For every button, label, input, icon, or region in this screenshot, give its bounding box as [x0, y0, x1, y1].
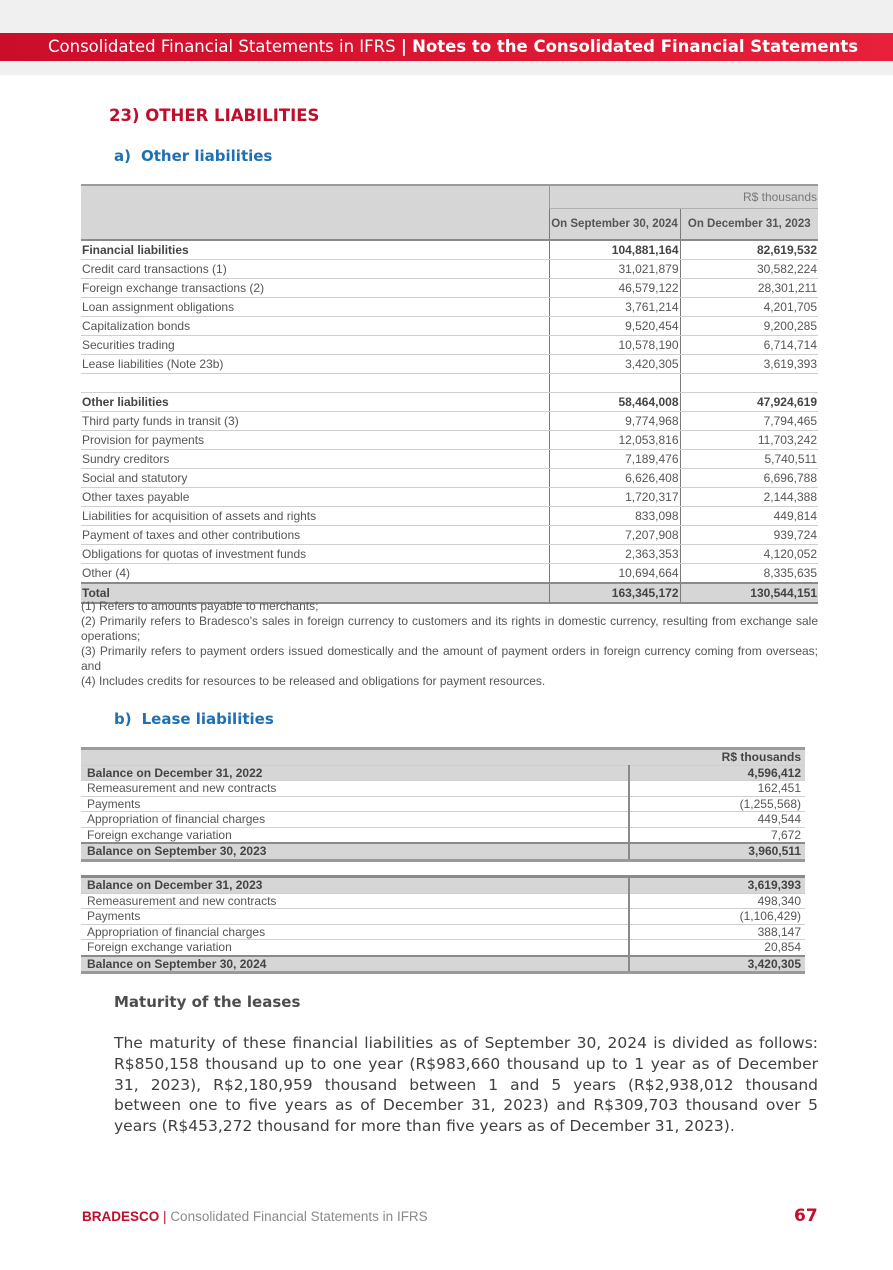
- footnote-3: (3) Primarily refers to payment orders issued domestically and the amount of payment orders in foreign currency coming from overseas; and: [81, 644, 818, 673]
- maturity-heading: Maturity of the leases: [114, 993, 301, 1011]
- subsection-a-title: Other liabilities: [140, 147, 273, 165]
- table-row: Foreign exchange variation 7,672: [81, 827, 805, 843]
- header-right: Notes to the Consolidated Financial Statements: [412, 37, 859, 56]
- table1-col-dec-2023: On December 31, 2023: [680, 209, 818, 241]
- other-liabilities-table: [81, 184, 818, 604]
- table-row: Provision for payments 12,053,816 11,703,242: [81, 431, 818, 450]
- lease-liabilities-table-2024: [81, 875, 805, 974]
- table-row: Remeasurement and new contracts 498,340: [81, 893, 805, 909]
- table-row: Other taxes payable 1,720,317 2,144,388: [81, 488, 818, 507]
- footer-brand: BRADESCO: [82, 1209, 160, 1224]
- table-row: Balance on December 31, 2022 4,596,412: [81, 765, 805, 781]
- table-row: Capitalization bonds 9,520,454 9,200,285: [81, 317, 818, 336]
- table-row: Loan assignment obligations 3,761,214 4,201,705: [81, 298, 818, 317]
- table-row: Balance on December 31, 2023 3,619,393: [81, 877, 805, 894]
- page-footer: [82, 1209, 428, 1224]
- header-left: Consolidated Financial Statements in IFRS: [48, 37, 396, 56]
- table-row: Appropriation of financial charges 388,147: [81, 924, 805, 940]
- header-banner: [0, 33, 893, 61]
- table-row: Credit card transactions (1) 31,021,879 30,582,224: [81, 260, 818, 279]
- table-row: Social and statutory 6,626,408 6,696,788: [81, 469, 818, 488]
- maturity-paragraph: The maturity of these financial liabilities as of September 30, 2024 is divided as follows: R$850,158 thousand up to one year (R$983,660 thousand up to 1 year as of December 31, 2023), R$2,180,959 thousand between 1 and 5 years (R$2,938,012 thousand between one to five years as of December 31, 2023) and R$309,703 thousand over 5 years (R$453,272 thousand for more than five years as of December 31, 2023).: [114, 1034, 818, 1136]
- table-row: Liabilities for acquisition of assets and rights 833,098 449,814: [81, 507, 818, 526]
- table-spacer-row: [81, 374, 818, 393]
- subsection-a-letter: a): [114, 147, 131, 165]
- table-row: Lease liabilities (Note 23b) 3,420,305 3,619,393: [81, 355, 818, 374]
- footer-separator: |: [163, 1209, 167, 1224]
- table-row: Foreign exchange variation 20,854: [81, 940, 805, 956]
- table-row: Payments (1,106,429): [81, 909, 805, 925]
- table-row: Other liabilities 58,464,008 47,924,619: [81, 393, 818, 412]
- table-row: Balance on September 30, 2023 3,960,511: [81, 843, 805, 860]
- subsection-b-title: Lease liabilities: [141, 710, 274, 728]
- table1-col-sep-2024: On September 30, 2024: [549, 209, 680, 241]
- section-title: 23) OTHER LIABILITIES: [109, 106, 320, 125]
- footer-text: Consolidated Financial Statements in IFRS: [170, 1209, 428, 1224]
- table-row: Obligations for quotas of investment funds 2,363,353 4,120,052: [81, 545, 818, 564]
- table-row: Foreign exchange transactions (2) 46,579,122 28,301,211: [81, 279, 818, 298]
- footnote-2: (2) Primarily refers to Bradesco's sales in foreign currency to customers and its rights in domestic currency, resulting from exchange sale operations;: [81, 614, 818, 643]
- table-row: Payment of taxes and other contributions 7,207,908 939,724: [81, 526, 818, 545]
- table-row: Other (4) 10,694,664 8,335,635: [81, 564, 818, 584]
- header-subband: [0, 61, 893, 75]
- table-footnotes: [81, 599, 818, 689]
- lease-liabilities-table-2023: [81, 747, 805, 862]
- table-row: Balance on September 30, 2024 3,420,305: [81, 956, 805, 973]
- footnote-1: (1) Refers to amounts payable to merchants;: [81, 599, 319, 613]
- table1-unit: R$ thousands: [549, 185, 818, 209]
- table-row: Payments (1,255,568): [81, 796, 805, 812]
- table1-header-corner: [81, 185, 549, 240]
- subsection-b-letter: b): [114, 710, 132, 728]
- footnote-4: (4) Includes credits for resources to be released and obligations for payment resources.: [81, 674, 546, 688]
- header-separator: |: [400, 37, 407, 56]
- table-row: Securities trading 10,578,190 6,714,714: [81, 336, 818, 355]
- table-row: Sundry creditors 7,189,476 5,740,511: [81, 450, 818, 469]
- table-total-row: Total 163,345,172 130,544,151: [81, 583, 818, 603]
- subsection-b-heading: [114, 710, 274, 728]
- table-row: Financial liabilities 104,881,164 82,619,532: [81, 240, 818, 260]
- top-strip: [0, 0, 893, 33]
- table-row: Third party funds in transit (3) 9,774,968 7,794,465: [81, 412, 818, 431]
- table-row: Remeasurement and new contracts 162,451: [81, 781, 805, 797]
- page-number: 67: [794, 1206, 818, 1226]
- table-row: Appropriation of financial charges 449,544: [81, 812, 805, 828]
- subsection-a-heading: [114, 147, 272, 165]
- table2-unit-row: R$ thousands: [81, 749, 805, 766]
